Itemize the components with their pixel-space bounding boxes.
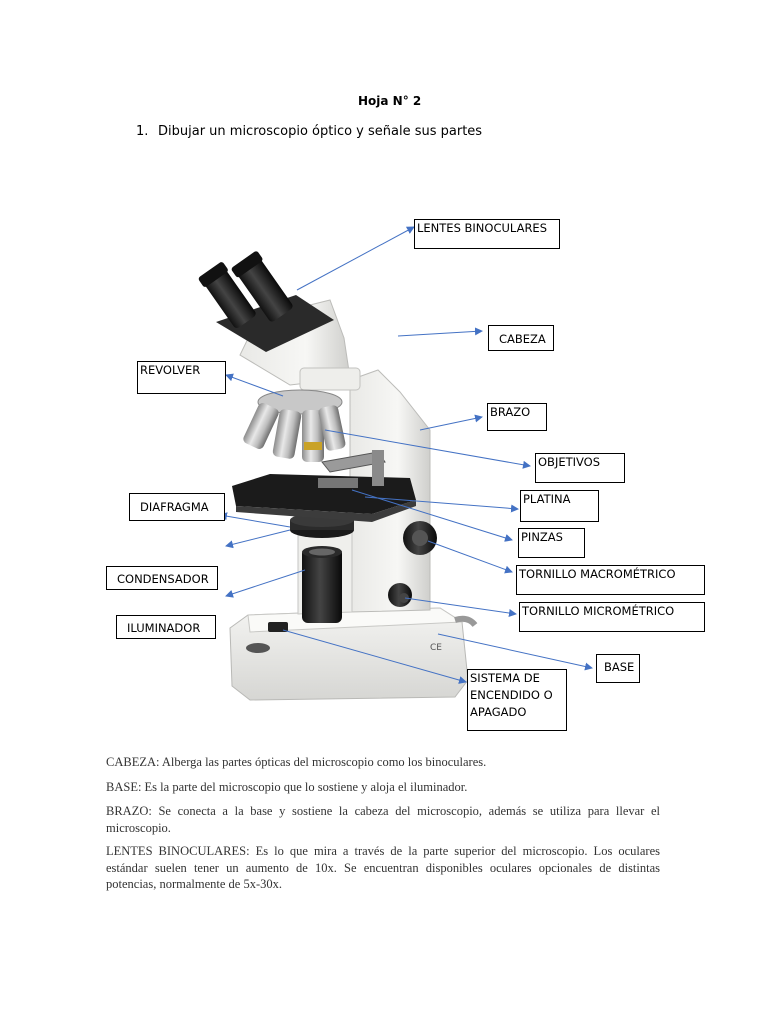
label-tornillo-micrometrico: TORNILLO MICROMÉTRICO: [519, 602, 705, 632]
label-brazo: BRAZO: [487, 403, 547, 431]
definition-cabeza: CABEZA: Alberga las partes ópticas del microscopio como los binoculares.: [106, 755, 487, 769]
definition-lentes-binoculares: LENTES BINOCULARES: Es lo que mira a través de la parte superior del microscopio. Los oculares estándar suelen tener un aumento de 10x. Se encuentran disponibles oculares opcionales de distintas potencias, normalmente de 5x-30x.: [106, 844, 660, 891]
label-iluminador: ILUMINADOR: [116, 615, 216, 639]
label-objetivos: OBJETIVOS: [535, 453, 625, 483]
svg-text:CE: CE: [430, 643, 442, 653]
label-revolver: REVOLVER: [137, 361, 226, 394]
label-condensador: CONDENSADOR: [106, 566, 218, 590]
label-base: BASE: [596, 654, 640, 683]
label-cabeza: CABEZA: [488, 325, 554, 351]
task-number: 1.: [136, 124, 149, 139]
task-text: Dibujar un microscopio óptico y señale sus partes: [158, 124, 483, 139]
label-lentes-binoculares: LENTES BINOCULARES: [414, 219, 560, 249]
label-platina: PLATINA: [520, 490, 599, 522]
label-pinzas: PINZAS: [518, 528, 585, 558]
microscope-illustration: [198, 250, 475, 700]
label-diafragma: DIAFRAGMA: [129, 493, 225, 521]
definition-base: BASE: Es la parte del microscopio que lo sostiene y aloja el iluminador.: [106, 780, 468, 794]
label-tornillo-macrometrico: TORNILLO MACROMÉTRICO: [516, 565, 705, 595]
definition-brazo: BRAZO: Se conecta a la base y sostiene la cabeza del microscopio, además se utiliza para llevar el microscopio.: [106, 804, 660, 835]
sheet-title: Hoja N° 2: [358, 94, 422, 108]
label-sistema-encendido: SISTEMA DE ENCENDIDO O APAGADO: [467, 669, 567, 731]
